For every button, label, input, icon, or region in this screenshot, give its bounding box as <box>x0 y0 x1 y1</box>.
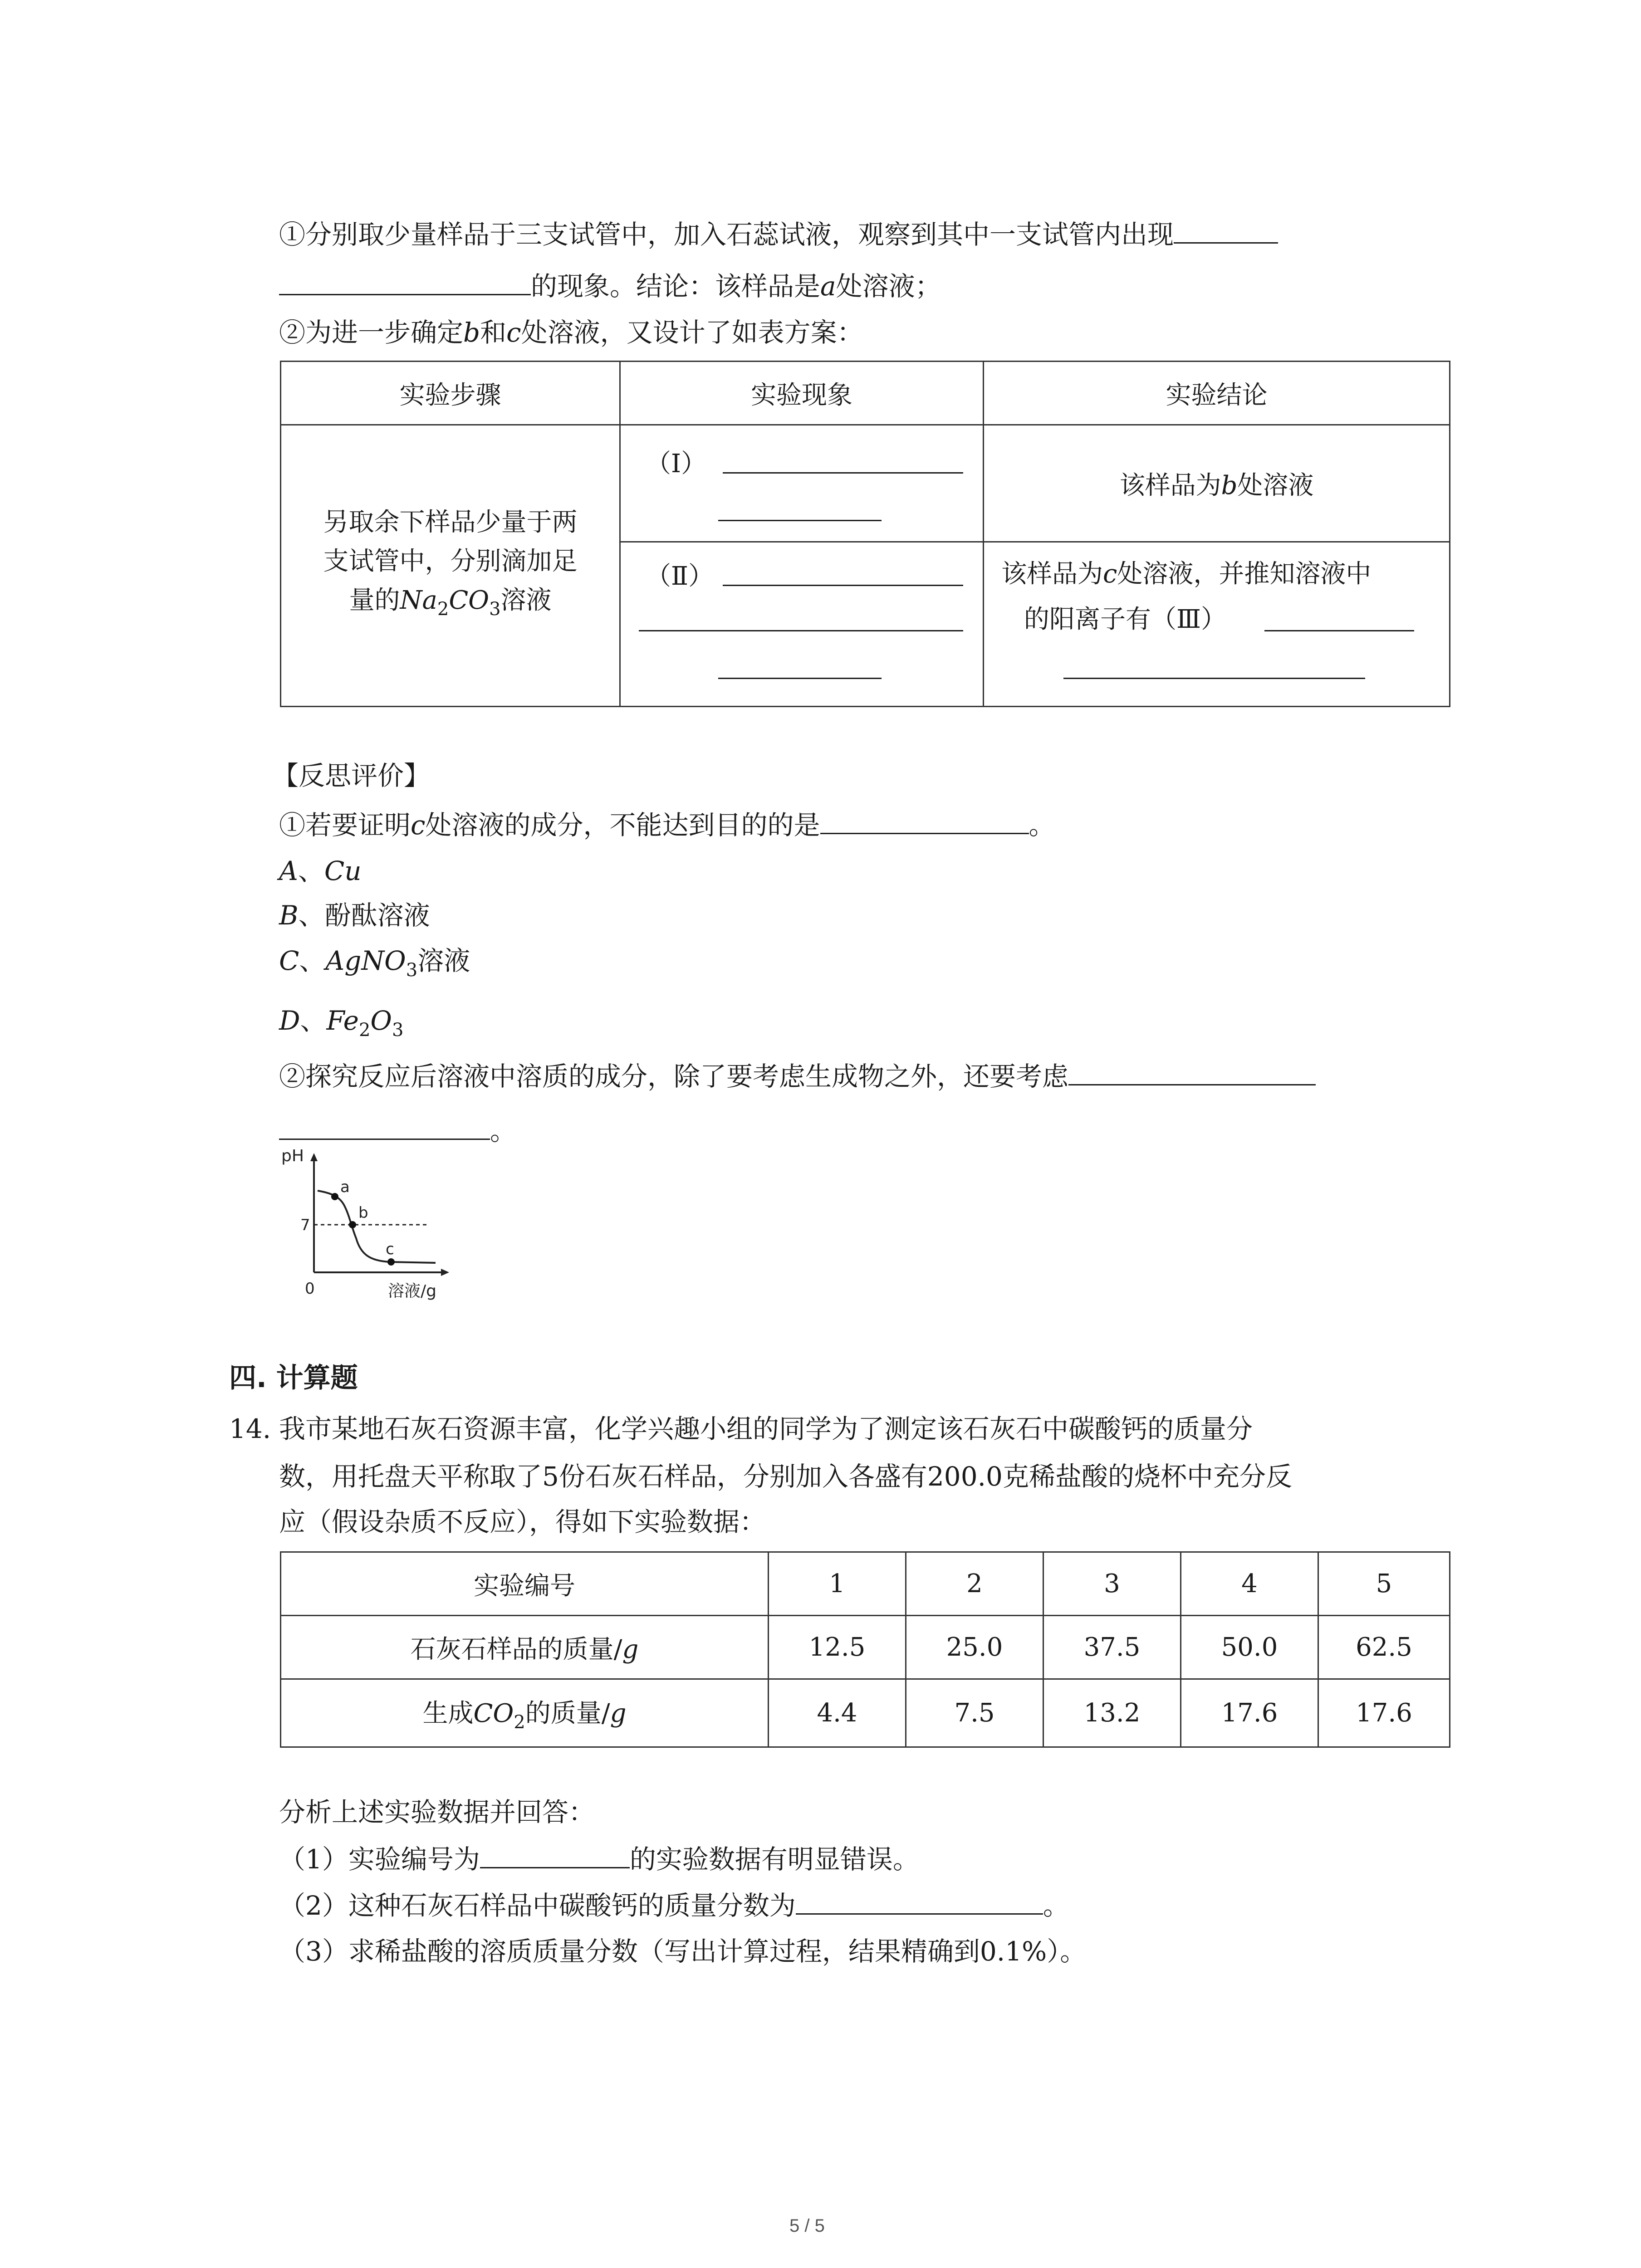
table-cell: 13.2 <box>1043 1679 1181 1747</box>
table-cell: 12.5 <box>769 1616 906 1679</box>
q14-number: 14. <box>229 1413 271 1444</box>
reflection-q1: ①若要证明c处溶液的成分，不能达到目的的是 。 <box>279 807 1055 843</box>
table-header: 实验现象 <box>620 362 984 425</box>
x-axis-label: 溶液/g <box>388 1282 436 1300</box>
reflection-title: 【反思评价】 <box>272 760 431 791</box>
table-cell: 62.5 <box>1318 1616 1450 1679</box>
table-cell: 37.5 <box>1043 1616 1181 1679</box>
conclusion-cell-1: 该样品为b处溶液 <box>984 425 1450 542</box>
row-label: 生成$CO_2$的质量/g <box>281 1679 769 1747</box>
table-cell: 4.4 <box>769 1679 906 1747</box>
table-cell: 4 <box>1181 1552 1318 1616</box>
q13-step1-line2: 的现象。结论：该样品是a处溶液； <box>279 268 941 304</box>
q14-line1: 我市某地石灰石资源丰富，化学兴趣小组的同学为了测定该石灰石中碳酸钙的质量分 <box>279 1413 1253 1444</box>
option-a[interactable]: A、Cu <box>279 855 362 886</box>
table-cell: 17.6 <box>1318 1679 1450 1747</box>
answer-blank[interactable] <box>480 1841 630 1868</box>
point-a-label: a <box>340 1178 350 1196</box>
point-b-marker <box>349 1221 356 1228</box>
answer-blank[interactable] <box>723 446 963 474</box>
answer-blank[interactable] <box>1068 1058 1316 1085</box>
table-cell: 7.5 <box>906 1679 1043 1747</box>
section-heading: 四. 计算题 <box>229 1362 358 1394</box>
y-axis-arrow-icon <box>310 1153 318 1161</box>
q14-line2: 数，用托盘天平称取了5份石灰石样品，分别加入各盛有200.0克稀盐酸的烧杯中充分反 <box>279 1461 1292 1492</box>
answer-blank[interactable] <box>1063 651 1365 679</box>
answer-blank[interactable] <box>279 268 531 295</box>
table-cell: 17.6 <box>1181 1679 1318 1747</box>
table-cell: 2 <box>906 1552 1043 1616</box>
answer-blank[interactable] <box>718 651 882 679</box>
sub-question-3: （3）求稀盐酸的溶质质量分数（写出计算过程，结果精确到0.1%）。 <box>279 1936 1087 1967</box>
table-row <box>281 1616 1450 1679</box>
answer-blank[interactable] <box>279 1112 490 1140</box>
ph-curve-graph <box>272 1148 463 1302</box>
experiment-data-table <box>280 1551 1450 1748</box>
experiment-plan-table <box>280 361 1450 707</box>
option-c[interactable]: C、AgNO$_3$溶液 <box>279 945 470 981</box>
table-cell: 50.0 <box>1181 1616 1318 1679</box>
q13-step2-line: ②为进一步确定b和c处溶液，又设计了如表方案： <box>279 317 863 348</box>
option-d[interactable]: D、$Fe_2O_3$ <box>279 1005 404 1041</box>
table-cell: 25.0 <box>906 1616 1043 1679</box>
analysis-intro: 分析上述实验数据并回答： <box>279 1797 595 1828</box>
ph7-label: 7 <box>300 1216 310 1234</box>
row-label: 石灰石样品的质量/g <box>281 1616 769 1679</box>
answer-blank[interactable] <box>639 604 963 631</box>
table-row <box>281 1679 1450 1747</box>
table-header: 实验结论 <box>984 362 1450 425</box>
q14-line3: 应（假设杂质不反应），得如下实验数据： <box>279 1506 766 1537</box>
table-header: 实验步骤 <box>281 362 620 425</box>
point-b-label: b <box>358 1204 368 1222</box>
reflection-q2: ②探究反应后溶液中溶质的成分，除了要考虑生成物之外，还要考虑 <box>279 1058 1316 1095</box>
table-cell: 1 <box>769 1552 906 1616</box>
experiment-step-cell: 另取余下样品少量于两 支试管中，分别滴加足 量的$Na_2CO_3$溶液 <box>281 425 620 707</box>
q13-step1-line: ①分别取少量样品于三支试管中，加入石蕊试液，观察到其中一支试管内出现 <box>279 216 1278 253</box>
answer-blank[interactable] <box>796 1887 1043 1915</box>
table-cell: 3 <box>1043 1552 1181 1616</box>
phenomenon-cell-1: （Ⅰ） <box>620 425 984 542</box>
y-axis-label: pH <box>281 1148 304 1165</box>
answer-blank[interactable] <box>718 494 882 521</box>
option-b[interactable]: B、酚酞溶液 <box>279 900 430 931</box>
sub-question-2: （2）这种石灰石样品中碳酸钙的质量分数为 。 <box>279 1887 1069 1924</box>
point-c-label: c <box>386 1240 394 1258</box>
point-c-marker <box>387 1258 395 1266</box>
answer-blank[interactable] <box>820 807 1029 834</box>
point-a-marker <box>331 1193 338 1200</box>
table-header: 实验编号 <box>281 1552 769 1616</box>
origin-label: 0 <box>305 1280 315 1298</box>
ph-curve <box>318 1191 436 1263</box>
table-cell: 5 <box>1318 1552 1450 1616</box>
x-axis-arrow-icon <box>441 1269 449 1276</box>
conclusion-cell-2: 该样品为c处溶液，并推知溶液中 的阳离子有（Ⅲ） <box>984 542 1450 707</box>
phenomenon-cell-2: （Ⅱ） <box>620 542 984 707</box>
answer-blank[interactable] <box>723 558 963 586</box>
answer-blank[interactable] <box>1264 604 1414 631</box>
reflection-q2-line2: 。 <box>279 1112 516 1149</box>
page-number: 5 / 5 <box>789 2216 825 2236</box>
answer-blank[interactable] <box>1174 216 1278 244</box>
sub-question-1: （1）实验编号为 的实验数据有明显错误。 <box>279 1841 919 1877</box>
